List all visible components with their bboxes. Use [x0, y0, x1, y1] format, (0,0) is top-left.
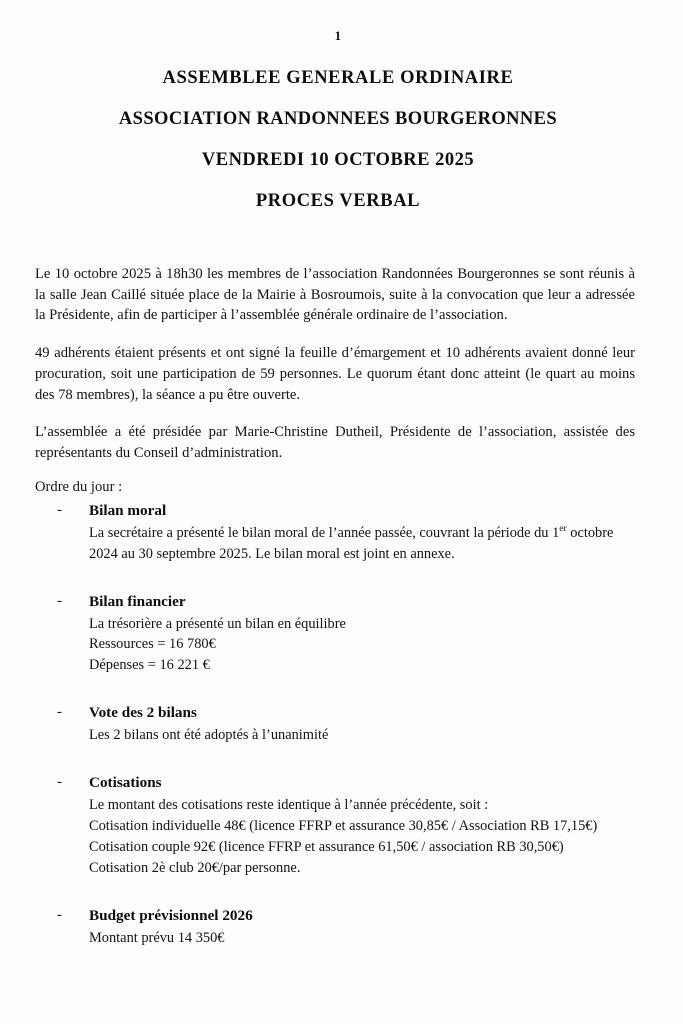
agenda-heading: Vote des 2 bilans [89, 704, 197, 722]
agenda-heading: Bilan financier [89, 592, 186, 610]
presidency-paragraph: L’assemblée a été présidée par Marie-Christine Dutheil, Présidente de l’association, assistée des représentants du Conseil d’administration. [35, 424, 635, 462]
agenda-item-cotisations [35, 774, 635, 879]
document-title-block [33, 68, 643, 212]
agenda-body [89, 725, 635, 746]
document-body [33, 264, 643, 948]
intro-paragraph: Le 10 octobre 2025 à 18h30 les membres de l’association Randonnées Bourgeronnes se sont réunis à la salle Jean Caillé située place de la Mairie à Bosroumois, suite à la convocation que leur a adressée la Présidente, afin de participer à l’assemblée générale ordinaire de l’association. [35, 266, 635, 324]
agenda-body [89, 795, 635, 879]
agenda-label: Ordre du jour : [35, 478, 123, 495]
bullet-marker: - [57, 704, 62, 721]
agenda-line: Le montant des cotisations reste identique à l’année précédente, soit : [89, 797, 489, 813]
agenda-item-vote-des-2-bilans [35, 704, 635, 746]
agenda-line: Les 2 bilans ont été adoptés à l’unanimité [89, 727, 329, 744]
agenda-item-bilan-financier [35, 593, 635, 677]
agenda-body [89, 928, 635, 949]
agenda-line: Dépenses = 16 221 € [89, 657, 210, 674]
agenda-line: Montant prévu 14 350€ [89, 929, 225, 946]
agenda-spacer [35, 764, 635, 774]
agenda-list [35, 502, 635, 949]
attendance-paragraph: 49 adhérents étaient présents et ont signé la feuille d’émargement et 10 adhérents avaient donné leur procuration, soit une participation de 59 personnes. Le quorum étant donc atteint (le quart au moins des 78 membres), la séance a pu être ouverte. [35, 345, 635, 403]
bullet-marker: - [57, 906, 62, 923]
agenda-heading: Budget prévisionnel 2026 [89, 906, 253, 924]
agenda-line [89, 523, 635, 565]
agenda-line: Ressources = 16 780€ [89, 636, 216, 653]
title-line-3: VENDREDI 10 OCTOBRE 2025 [201, 150, 475, 170]
agenda-item-bilan-moral [35, 502, 635, 565]
bullet-marker: - [57, 501, 62, 518]
agenda-heading: Bilan moral [89, 501, 167, 519]
title-line-1: ASSEMBLEE GENERALE ORDINAIRE [162, 68, 514, 88]
agenda-item-budget-previsionnel-2026 [35, 907, 635, 949]
agenda-body [89, 523, 635, 565]
agenda-spacer [35, 897, 635, 907]
page-number: 1 [334, 28, 342, 43]
agenda-body [89, 614, 635, 677]
bullet-marker: - [57, 592, 62, 609]
agenda-spacer [35, 583, 635, 593]
agenda-spacer [35, 694, 635, 704]
agenda-line-superscript: er [559, 523, 567, 534]
title-line-4: PROCES VERBAL [255, 191, 421, 211]
agenda-line-suffix: octobre 2024 au 30 septembre 2025. Le bilan moral est joint en annexe. [89, 524, 614, 562]
agenda-line: Cotisation individuelle 48€ (licence FFRP et assurance 30,85€ / Association RB 17,15€) [89, 817, 598, 834]
agenda-line: Cotisation 2è club 20€/par personne. [89, 859, 301, 876]
title-line-2: ASSOCIATION RANDONNEES BOURGERONNES [118, 109, 558, 129]
agenda-line: La trésorière a présenté un bilan en équilibre [89, 615, 346, 632]
agenda-heading: Cotisations [89, 774, 162, 791]
bullet-marker: - [57, 774, 62, 790]
agenda-line-prefix: La secrétaire a présenté le bilan moral de l’année passée, couvrant la période du 1 [89, 524, 560, 541]
agenda-line: Cotisation couple 92€ (licence FFRP et assurance 61,50€ / association RB 30,50€) [89, 838, 564, 855]
